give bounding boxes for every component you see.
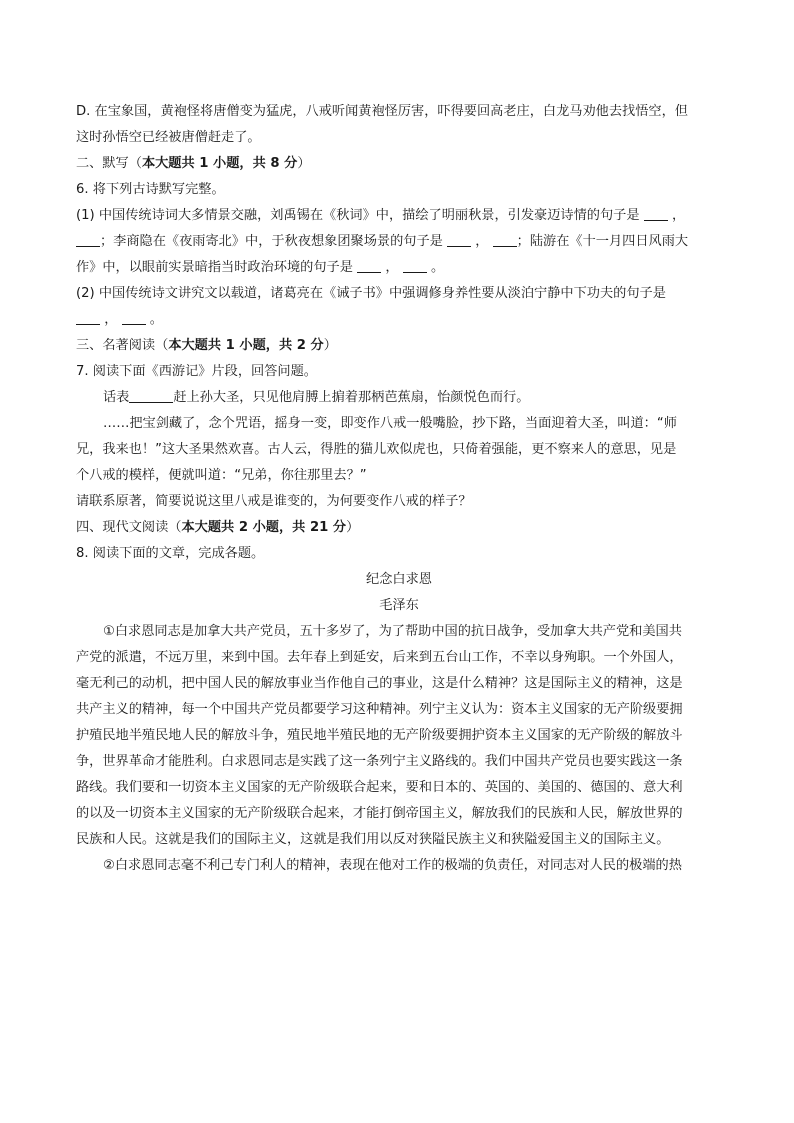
article-para-1-line: 争，世界革命才能胜利。白求恩同志是实践了这一条列宁主义路线的。我们中国共产党员也要实践这一条 xyxy=(76,754,683,769)
article-author: 毛泽东 xyxy=(379,598,419,613)
section-3-meta: 本大题共 1 小题，共 2 分 xyxy=(168,338,324,353)
answer-blank[interactable] xyxy=(76,310,100,325)
question-6-part-2-line-2 xyxy=(76,307,722,333)
section-3-close: ） xyxy=(323,338,337,353)
article-para-1-line: 护殖民地半殖民地人民的解放斗争，殖民地半殖民地的无产阶级要拥护资本主义国家的无产阶级的解放斗 xyxy=(76,728,683,743)
section-4-title: 四、现代文阅读（ xyxy=(76,520,182,535)
answer-blank[interactable] xyxy=(129,388,173,403)
section-4-heading xyxy=(76,515,722,541)
question-7-question: 请联系原著，简要说说这里八戒是谁变的，为何要变作八戒的样子？ xyxy=(76,494,472,509)
question-7-passage-line-3: 兄，我来也！”这大圣果然欢喜。古人云，得胜的猫儿欢似虎也，只倚着强能，更不察来人的意思，见是 xyxy=(76,442,677,457)
article-para-1-line: ①白求恩同志是加拿大共产党员，五十多岁了，为了帮助中国的抗日战争，受加拿大共产党和美国共 xyxy=(103,624,682,639)
question-7-passage-line-2: ……把宝剑藏了，念个咒语，摇身一变，即变作八戒一般嘴脸，抄下路，当面迎着大圣，叫道：“师 xyxy=(103,416,677,431)
answer-blank[interactable] xyxy=(76,232,100,247)
section-2-heading xyxy=(76,151,722,177)
question-8-stem: 8. 阅读下面的文章，完成各题。 xyxy=(76,546,265,561)
answer-blank[interactable] xyxy=(644,206,668,221)
q6-p1-text-f: 作》中，以眼前实景暗指当时政治环境的句子是 xyxy=(76,260,353,275)
answer-blank[interactable] xyxy=(357,258,381,273)
question-6-part-2-line-1: (2) 中国传统诗文讲究文以载道，诸葛亮在《诫子书》中强调修身养性要从淡泊宁静中下功夫的句子是 xyxy=(76,286,666,301)
article-para-2-line-1: ②白求恩同志毫不利己专门利人的精神，表现在他对工作的极端的负责任，对同志对人民的极端的热 xyxy=(103,858,682,873)
q7-text-b: 赶上孙大圣，只见他肩膊上掮着那柄芭蕉扇，怡颜悦色而行。 xyxy=(173,390,530,405)
answer-blank[interactable] xyxy=(122,310,146,325)
section-2-meta: 本大题共 1 小题，共 8 分 xyxy=(141,156,298,171)
article-title: 纪念白求恩 xyxy=(366,572,432,587)
question-7-stem: 7. 阅读下面《西游记》片段，回答问题。 xyxy=(76,364,317,379)
q6-p1-text-d: ， xyxy=(475,234,489,249)
q6-p2-text-a: ， xyxy=(104,312,118,327)
q6-p1-text-c: ；李商隐在《夜雨寄北》中，于秋夜想象团聚场景的句子是 xyxy=(100,234,443,249)
option-d-line-2: 这时孙悟空已经被唐僧赶走了。 xyxy=(76,130,261,145)
q6-p1-text-e: ；陆游在《十一月四日风雨大 xyxy=(516,234,689,249)
answer-blank[interactable] xyxy=(403,258,427,273)
question-6-part-1-line-3 xyxy=(76,255,722,281)
article-para-1-line: 的以及一切资本主义国家的无产阶级联合起来，才能打倒帝国主义，解放我们的民族和人民，解放世界的 xyxy=(76,806,683,821)
section-4-meta: 本大题共 2 小题，共 21 分 xyxy=(181,520,347,535)
section-3-title: 三、名著阅读（ xyxy=(76,338,169,353)
article-para-1-line: 产党的派遣，不远万里，来到中国。去年春上到延安，后来到五台山工作，不幸以身殉职。一个外国人， xyxy=(76,650,683,665)
q6-p1-text-a: (1) 中国传统诗词大多情景交融，刘禹锡在《秋词》中，描绘了明丽秋景，引发豪迈诗情的句子是 xyxy=(76,208,640,223)
question-6-stem: 6. 将下列古诗默写完整。 xyxy=(76,182,225,197)
question-6-part-1-line-1 xyxy=(76,203,722,229)
q6-p2-text-b: 。 xyxy=(149,312,163,327)
answer-blank[interactable] xyxy=(493,232,517,247)
section-2-title: 二、默写（ xyxy=(76,156,142,171)
q6-p1-text-h: 。 xyxy=(430,260,445,275)
document-page xyxy=(76,99,722,879)
option-d-line-1: D. 在宝象国，黄袍怪将唐僧变为猛虎，八戒听闻黄袍怪厉害，吓得要回高老庄，白龙马劝他去找悟空，但 xyxy=(76,104,688,119)
q7-text-a: 话表 xyxy=(103,390,130,405)
answer-blank[interactable] xyxy=(447,232,471,247)
question-7-passage-line-1 xyxy=(76,385,722,411)
article-para-1-line: 路线。我们要和一切资本主义国家的无产阶级联合起来，要和日本的、英国的、美国的、德国的、意大利 xyxy=(76,780,683,795)
section-2-close: ） xyxy=(297,156,311,171)
article-para-1-line: 共产主义的精神，每一个中国共产党员都要学习这种精神。列宁主义认为：资本主义国家的无产阶级要拥 xyxy=(76,702,683,717)
question-6-part-1-line-2 xyxy=(76,229,722,255)
q6-p1-text-b: ， xyxy=(671,208,686,223)
question-7-passage-line-4: 个八戒的模样，便就叫道：“兄弟，你往那里去？” xyxy=(76,468,367,483)
q6-p1-text-g: ， xyxy=(385,260,399,275)
article-para-1-line: 民族和人民。这就是我们的国际主义，这就是我们用以反对狭隘民族主义和狭隘爱国主义的国际主义。 xyxy=(76,832,670,847)
section-4-close: ） xyxy=(346,520,360,535)
article-para-1-line: 毫无利己的动机，把中国人民的解放事业当作他自己的事业，这是什么精神？这是国际主义的精神，这是 xyxy=(76,676,683,691)
section-3-heading xyxy=(76,333,722,359)
